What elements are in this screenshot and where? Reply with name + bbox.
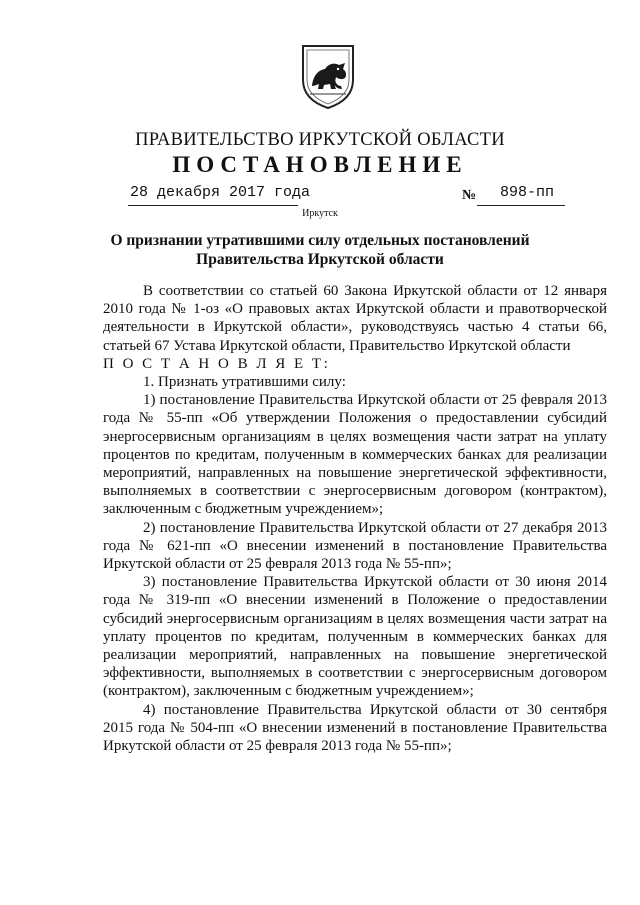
- subitem-4: 4) постановление Правительства Иркутской области от 30 сентября 2015 года № 504-пп «О внесении изменений в постановление Правительства Иркутской области от 25 февраля 2013 года № 55-пп»;: [103, 701, 607, 755]
- subitem-1: 1) постановление Правительства Иркутской области от 25 февраля 2013 года № 55-пп «Об утверждении Положения о предоставлении субсидий энергосервисным организациям в целях возмещения части затрат на уплату процентов по кредитам, полученным в коммерческих банках для реализации мероприятий, направленных на повышение энергетической эффективности, выполняемых в соответствии с энергосервисным договором (контрактом), заключенным с бюджетным учреждением»;: [103, 392, 607, 518]
- number-sign: №: [462, 188, 477, 203]
- heading-line-2: Правительства Иркутской области: [196, 251, 444, 268]
- document-date: 28 декабря 2017 года: [130, 184, 311, 201]
- decree-word: П О С Т А Н О В Л Я Е Т:: [103, 355, 331, 372]
- document-number: 898-пп: [500, 184, 555, 201]
- government-title: ПРАВИТЕЛЬСТВО ИРКУТСКОЙ ОБЛАСТИ: [135, 130, 505, 150]
- intro-paragraph: В соответствии со статьей 60 Закона Иркутской области от 12 января 2010 года № 1-оз «О правовых актах Иркутской области и правотворческой деятельности в Иркутской области», руководствуясь частью 4 статьи 66, статьей 67 Устава Иркутской области, Правительство Иркутской области: [103, 283, 607, 354]
- document-heading: [100, 231, 540, 269]
- document-body: [103, 282, 607, 755]
- heading-line-1: О признании утратившими силу отдельных постановлений: [110, 232, 530, 249]
- document-type: ПОСТАНОВЛЕНИЕ: [172, 152, 468, 177]
- item-1: 1. Признать утратившими силу:: [143, 374, 346, 391]
- subitem-3: 3) постановление Правительства Иркутской области от 30 июня 2014 года № 319-пп «О внесении изменений в Положение о предоставлении субсидий энергосервисным организациям в целях возмещения части затрат на уплату процентов по кредитам, полученным в коммерческих банках для реализации мероприятий, направленных на повышение энергетической эффективности, выполняемых в соответствии с энергосервисным договором (контрактом), заключенным с бюджетным учреждением»;: [103, 574, 607, 700]
- date-underline: [128, 205, 298, 206]
- city-label: Иркутск: [302, 208, 338, 219]
- subitem-2: 2) постановление Правительства Иркутской области от 27 декабря 2013 года № 621-пп «О внесении изменений в постановление Правительства Иркутской области от 25 февраля 2013 года № 55-пп»;: [103, 519, 607, 573]
- number-underline: [477, 205, 565, 206]
- coat-of-arms-icon: [298, 42, 358, 110]
